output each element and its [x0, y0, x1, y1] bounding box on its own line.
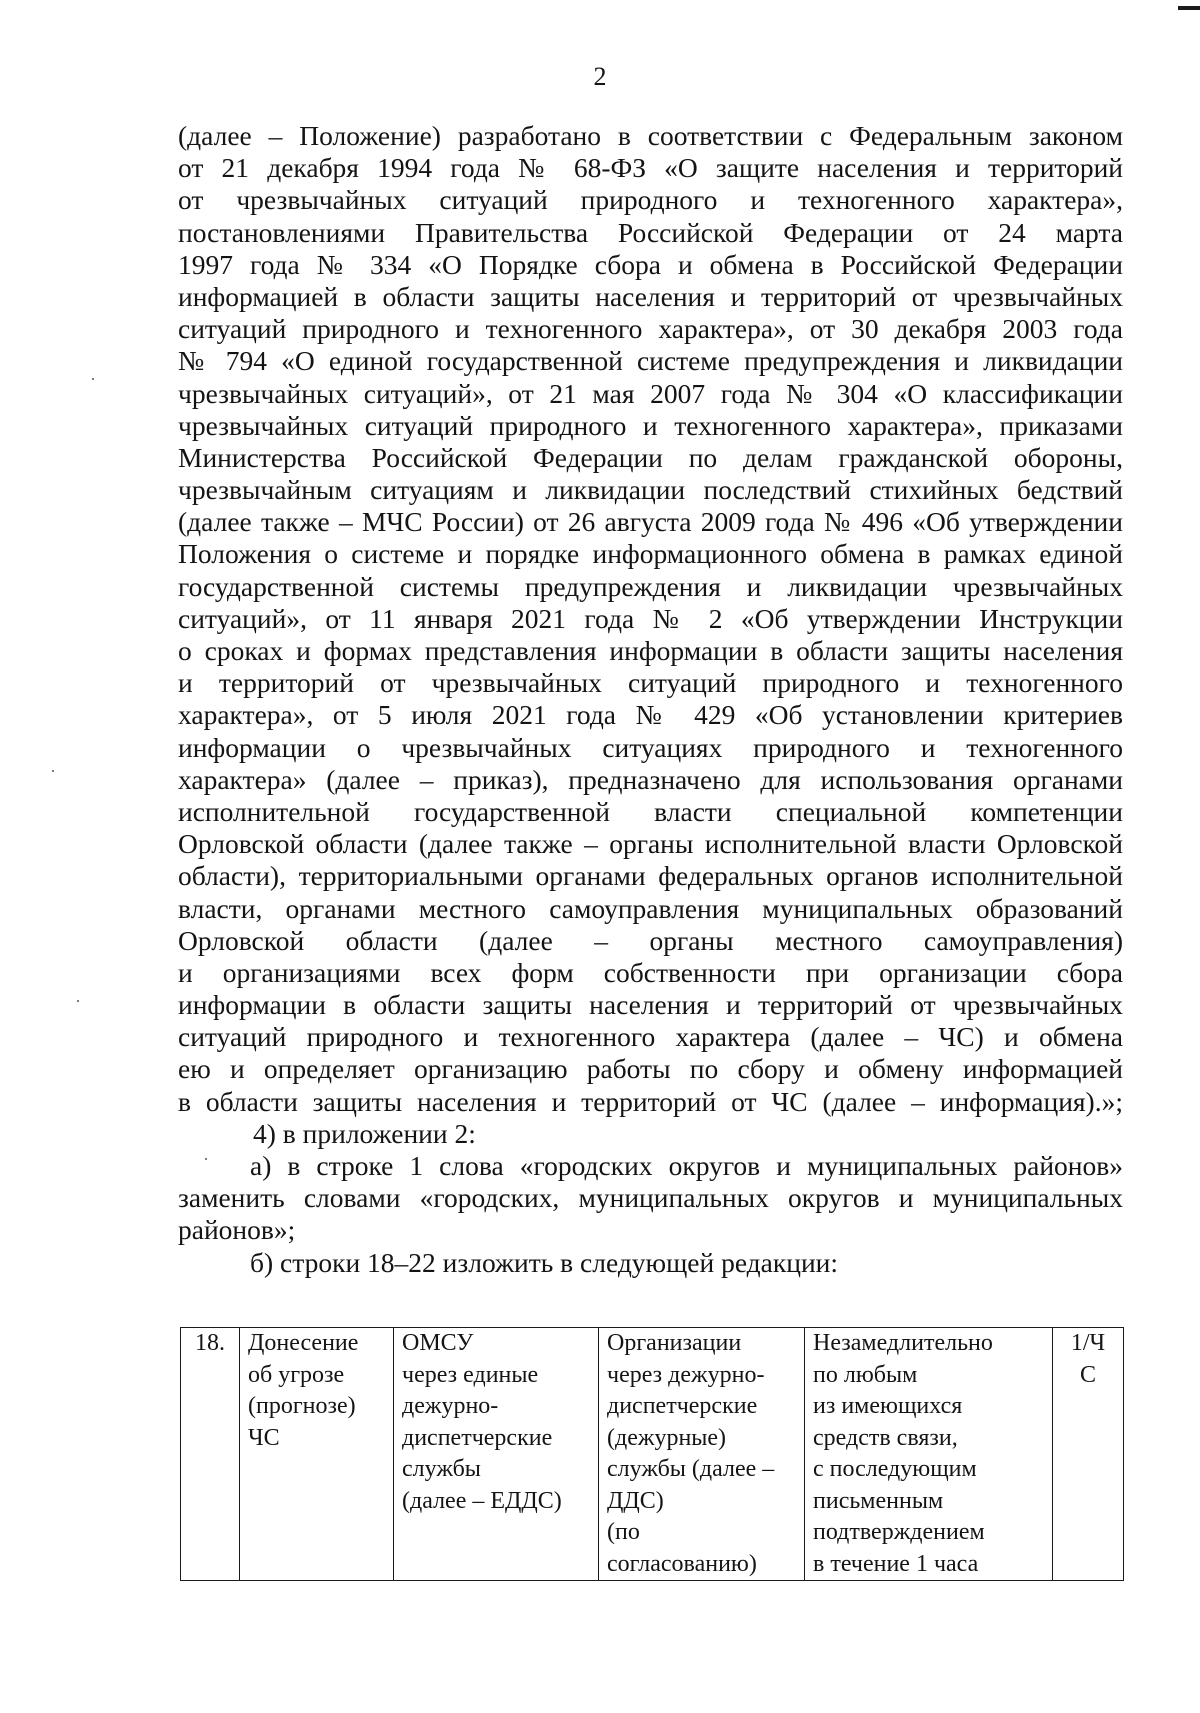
cell-text: ОМСУ — [402, 1330, 474, 1356]
cell-text: службы — [402, 1456, 481, 1482]
cell-text: (прогнозе) — [248, 1393, 356, 1419]
cell-text: (далее – ЕДДС) — [402, 1487, 562, 1514]
paragraph-line: Орловской области (далее – органы местного самоуправления) — [178, 924, 1123, 956]
cell-text: Организации — [607, 1330, 742, 1356]
item-a-line: а) в строке 1 слова «городских округов и муниципальных районов» — [250, 1150, 1123, 1181]
cell-text: Донесение — [248, 1330, 359, 1356]
omsu-cell — [394, 1328, 599, 1581]
amendment-table — [180, 1327, 1124, 1581]
cell-text: диспетчерские — [607, 1393, 758, 1419]
cell-text: диспетчерские — [402, 1424, 553, 1451]
cell-text: письменным — [813, 1487, 944, 1514]
paragraph-line: от чрезвычайных ситуаций природного и техногенного характера», — [178, 184, 1123, 216]
paragraph-line: и организациями всех форм собственности при организации сбора — [178, 956, 1123, 988]
scan-corner-mark — [1178, 6, 1200, 10]
body-text — [178, 120, 1123, 1279]
item-4-line: 4) в приложении 2: — [253, 1117, 476, 1149]
cell-text: службы (далее – — [607, 1456, 775, 1482]
paragraph-line: информацией в области защиты населения и территорий от чрезвычайных — [178, 280, 1123, 312]
cell-text: дежурно- — [402, 1393, 499, 1419]
paragraph-line: о сроках и формах представления информации в области защиты населения — [178, 635, 1123, 666]
paragraph-line: ситуаций природного и техногенного характера», от 30 декабря 2003 года — [178, 313, 1123, 345]
scan-speck — [77, 1000, 79, 1002]
item-a-line: заменить словами «городских, муниципальных округов и муниципальных — [178, 1182, 1123, 1214]
item-a-line: районов»; — [178, 1214, 296, 1246]
scan-speck — [92, 378, 94, 380]
paragraph-line: чрезвычайных ситуаций», от 21 мая 2007 года № 304 «О классификации — [178, 377, 1123, 409]
cell-text: с последующим — [813, 1456, 977, 1482]
paragraph-line: и территорий от чрезвычайных ситуаций природного и техногенного — [178, 667, 1123, 699]
paragraph-line: Орловской области (далее также – органы исполнительной власти Орловской — [178, 828, 1123, 860]
cell-text: ДДС) — [607, 1487, 664, 1514]
row-number: 18. — [195, 1330, 225, 1356]
cell-text: 1/Ч — [1070, 1330, 1106, 1356]
paragraph-line: чрезвычайным ситуациям и ликвидации последствий стихийных бедствий — [178, 474, 1123, 506]
row-number-cell — [181, 1328, 240, 1581]
cell-text: подтверждением — [813, 1519, 985, 1545]
paragraph-line: (далее также – МЧС России) от 26 августа 2009 года № 496 «Об утверждении — [178, 506, 1123, 538]
cell-text: средств связи, — [813, 1424, 958, 1451]
report-name-cell — [240, 1328, 394, 1581]
item-b-line: б) строки 18–22 изложить в следующей редакции: — [250, 1246, 839, 1278]
paragraph-line: информации о чрезвычайных ситуациях природного и техногенного — [178, 731, 1123, 763]
paragraph-line: Положения о системе и порядке информационного обмена в рамках единой — [178, 538, 1123, 570]
cell-text: через дежурно- — [607, 1361, 765, 1388]
paragraph-line: исполнительной государственной власти специальной компетенции — [178, 795, 1123, 827]
timing-cell — [805, 1328, 1053, 1581]
scan-speck — [52, 770, 54, 772]
cell-text: согласованию) — [607, 1550, 757, 1577]
cell-text: Незамедлительно — [813, 1330, 993, 1356]
paragraph-line: характера», от 5 июля 2021 года № 429 «Об установлении критериев — [178, 699, 1123, 731]
paragraph-line: от 21 декабря 1994 года № 68-ФЗ «О защите населения и территорий — [178, 152, 1123, 184]
paragraph-line: ситуаций», от 11 января 2021 года № 2 «Об утверждении Инструкции — [178, 602, 1123, 634]
paragraph-line: чрезвычайных ситуаций природного и техногенного характера», приказами — [178, 409, 1123, 441]
paragraph-line: в области защиты населения и территорий от ЧС (далее – информация).»; — [178, 1085, 1123, 1117]
paragraph-line: ситуаций природного и техногенного характера (далее – ЧС) и обмена — [178, 1021, 1123, 1053]
paragraph-line: (далее – Положение) разработано в соответствии с Федеральным законом — [178, 120, 1123, 151]
paragraph-line: информации в области защиты населения и территорий от чрезвычайных — [178, 989, 1123, 1021]
cell-text: С — [1079, 1361, 1096, 1388]
cell-text: по любым — [813, 1361, 918, 1388]
paragraph-line: государственной системы предупреждения и ликвидации чрезвычайных — [178, 570, 1123, 602]
table-row — [181, 1328, 1124, 1581]
paragraph-line: Министерства Российской Федерации по делам гражданской обороны, — [178, 441, 1123, 473]
paragraph-line: области), территориальными органами федеральных органов исполнительной — [178, 860, 1123, 892]
paragraph-line: характера» (далее – приказ), предназначено для использования органами — [178, 763, 1123, 795]
cell-text: ЧС — [248, 1424, 280, 1451]
cell-text: в течение 1 часа — [813, 1550, 979, 1577]
page-number: 2 — [593, 62, 607, 91]
cell-text: из имеющихся — [813, 1393, 963, 1419]
paragraph-line: ею и определяет организацию работы по сбору и обмену информацией — [178, 1053, 1123, 1085]
cell-text: через единые — [402, 1361, 539, 1388]
paragraph-line: власти, органами местного самоуправления муниципальных образований — [178, 892, 1123, 924]
cell-text: об угрозе — [248, 1361, 345, 1388]
code-cell — [1053, 1328, 1124, 1581]
paragraph-line: № 794 «О единой государственной системе предупреждения и ликвидации — [178, 345, 1123, 377]
organizations-cell — [599, 1328, 805, 1581]
paragraph-line: постановлениями Правительства Российской Федерации от 24 марта — [178, 216, 1123, 248]
paragraph-line: 1997 года № 334 «О Порядке сбора и обмена в Российской Федерации — [178, 248, 1123, 280]
cell-text: (по — [607, 1519, 640, 1545]
cell-text: (дежурные) — [607, 1424, 727, 1451]
